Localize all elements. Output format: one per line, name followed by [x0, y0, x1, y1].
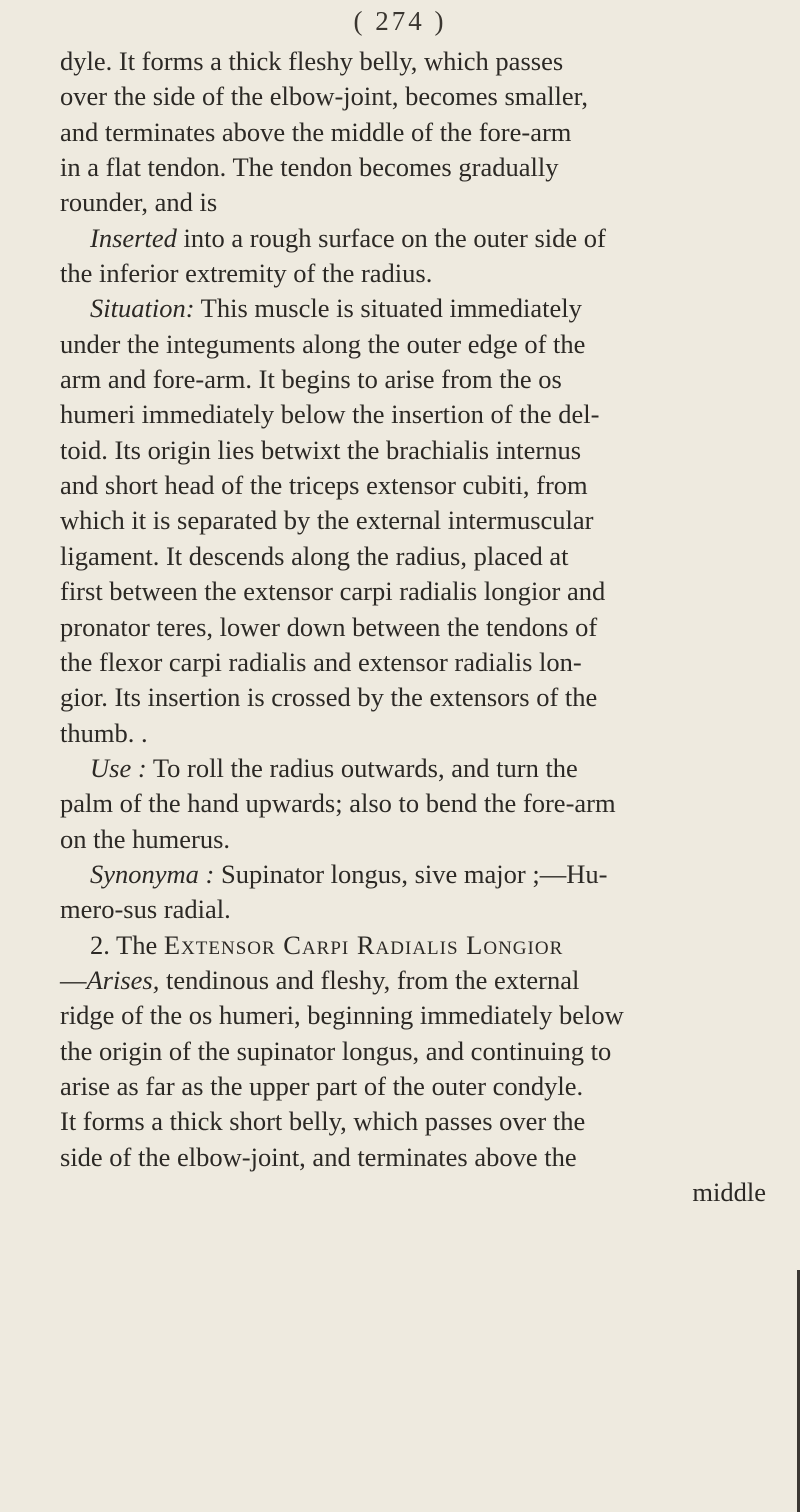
text-line: [60, 468, 766, 503]
text-fragment: which it is separated by the external intermuscular: [60, 505, 594, 536]
text-line: [60, 291, 766, 326]
text-fragment: on the humerus.: [60, 823, 231, 854]
italic-heading: Arises,: [86, 964, 160, 995]
text-line: [60, 645, 766, 680]
text-fragment: ligament. It descends along the radius, placed at: [60, 540, 569, 571]
text-line: [60, 680, 766, 715]
text-fragment: gior. Its insertion is crossed by the extensors of the: [60, 682, 598, 713]
small-caps-heading: Extensor Carpi Radialis Longior: [163, 929, 564, 960]
text-line: [60, 79, 766, 114]
text-line: [60, 503, 766, 538]
text-line: [60, 539, 766, 574]
italic-heading: Inserted: [90, 222, 177, 253]
text-line: [60, 786, 766, 821]
text-fragment: arm and fore-arm. It begins to arise from the os: [60, 364, 562, 395]
text-fragment: side of the elbow-joint, and terminates above the: [60, 1141, 577, 1172]
text-line: [60, 1069, 766, 1104]
catchword: middle: [692, 1177, 766, 1207]
text-line: [60, 998, 766, 1033]
italic-heading: Synonyma :: [90, 858, 215, 889]
text-line: [60, 1034, 766, 1069]
text-line: [60, 822, 766, 857]
text-line: [60, 716, 766, 751]
text-fragment: thumb. .: [60, 717, 148, 748]
text-line: [60, 433, 766, 468]
text-fragment: tendinous and fleshy, from the external: [159, 964, 580, 995]
text-line: [60, 256, 766, 291]
text-line: [60, 362, 766, 397]
text-fragment: first between the extensor carpi radialis longior and: [60, 576, 606, 607]
text-line: [60, 221, 766, 256]
text-fragment: —: [60, 964, 87, 995]
text-fragment: ridge of the os humeri, beginning immediately below: [60, 1000, 624, 1031]
text-fragment: under the integuments along the outer edge of the: [60, 328, 586, 359]
page-number: ( 274 ): [353, 6, 447, 36]
text-fragment: the flexor carpi radialis and extensor radialis lon-: [60, 646, 582, 677]
text-fragment: rounder, and is: [60, 187, 218, 218]
italic-heading: Situation:: [90, 293, 195, 324]
text-fragment: 2. The: [90, 929, 164, 960]
text-fragment: into a rough surface on the outer side of: [176, 222, 606, 253]
text-line: [60, 185, 766, 220]
text-fragment: Supinator longus, sive major ;—Hu-: [214, 858, 608, 889]
text-fragment: arise as far as the upper part of the outer condyle.: [60, 1070, 584, 1101]
text-fragment: the inferior extremity of the radius.: [60, 258, 433, 289]
body-text: [60, 44, 766, 1210]
text-line: [60, 751, 766, 786]
text-fragment: the origin of the supinator longus, and continuing to: [60, 1035, 612, 1066]
text-line: [60, 327, 766, 362]
text-line: [60, 150, 766, 185]
text-fragment: and short head of the triceps extensor cubiti, from: [60, 470, 588, 501]
text-line: [60, 892, 766, 927]
italic-heading: Use :: [90, 752, 147, 783]
text-fragment: over the side of the elbow-joint, becomes smaller,: [60, 81, 589, 112]
text-line: [60, 397, 766, 432]
text-fragment: pronator teres, lower down between the tendons of: [60, 611, 598, 642]
text-fragment: mero-sus radial.: [60, 894, 231, 925]
text-line: [60, 574, 766, 609]
text-fragment: This muscle is situated immediately: [194, 293, 582, 324]
text-line: [60, 610, 766, 645]
text-line: [60, 44, 766, 79]
text-line: [60, 928, 766, 963]
text-fragment: humeri immediately below the insertion of the del-: [60, 399, 600, 430]
text-fragment: It forms a thick short belly, which passes over the: [60, 1106, 586, 1137]
text-fragment: palm of the hand upwards; also to bend the fore-arm: [60, 788, 616, 819]
text-fragment: dyle. It forms a thick fleshy belly, which passes: [60, 46, 564, 76]
text-fragment: toid. Its origin lies betwixt the brachialis internus: [60, 434, 582, 465]
text-fragment: in a flat tendon. The tendon becomes gradually: [60, 152, 559, 183]
text-fragment: and terminates above the middle of the fore-arm: [60, 116, 572, 147]
text-line: [60, 1140, 766, 1175]
text-line: [60, 1104, 766, 1139]
text-line: [60, 857, 766, 892]
text-fragment: To roll the radius outwards, and turn the: [146, 752, 578, 783]
text-line: [60, 963, 766, 998]
text-line: [60, 115, 766, 150]
